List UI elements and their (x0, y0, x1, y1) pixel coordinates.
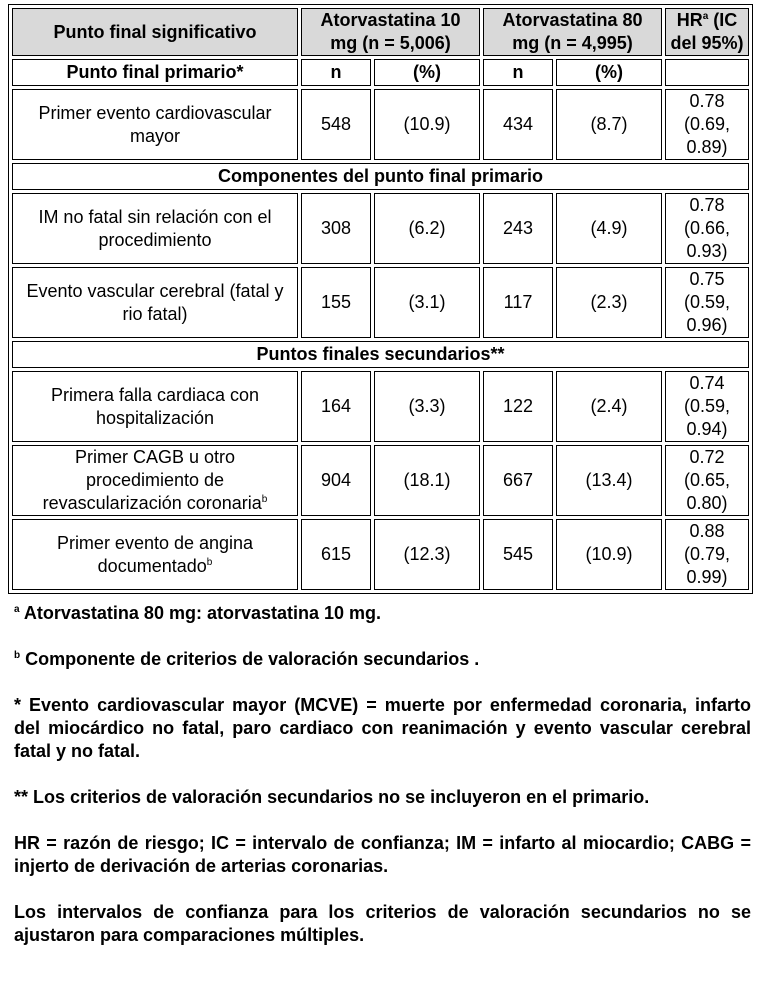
subheader-pct-10: (%) (374, 59, 480, 86)
table-row (12, 445, 749, 516)
section-row-secondary (12, 341, 749, 368)
header-endpoint: Punto final significativo (12, 8, 298, 56)
table-row (12, 371, 749, 442)
row-n-80: 667 (483, 445, 553, 516)
footnote-confidence-intervals: Los intervalos de confianza para los criterios de valoración secundarios no se ajustaron para comparaciones múltiples. (14, 902, 751, 945)
header-row (12, 8, 749, 56)
row-n-10: 308 (301, 193, 371, 264)
header-atorvastatin-80: Atorvastatina 80 mg (n = 4,995) (483, 8, 662, 56)
row-pct-80: (4.9) (556, 193, 662, 264)
row-label: Evento vascular cerebral (fatal y rio fatal) (12, 267, 298, 338)
row-label: Primer evento cardiovascular mayor (12, 89, 298, 160)
row-n-80: 122 (483, 371, 553, 442)
row-hr: 0.88 (0.79, 0.99) (665, 519, 749, 590)
row-n-10: 164 (301, 371, 371, 442)
row-hr: 0.72 (0.65, 0.80) (665, 445, 749, 516)
subheader-n-80: n (483, 59, 553, 86)
footnote-marker: b (206, 556, 213, 568)
subheader-n-10: n (301, 59, 371, 86)
section-title-secondary: Puntos finales secundarios** (12, 341, 749, 368)
row-hr: 0.75 (0.59, 0.96) (665, 267, 749, 338)
row-pct-10: (3.1) (374, 267, 480, 338)
row-n-10: 155 (301, 267, 371, 338)
subheader-pct-80: (%) (556, 59, 662, 86)
footnote-star: * Evento cardiovascular mayor (MCVE) = muerte por enfermedad coronaria, infarto del miocárdico no fatal, paro cardiaco con reanimación y evento vascular cerebral fatal y no fatal. (14, 695, 751, 761)
header-atorvastatin-10: Atorvastatina 10 mg (n = 5,006) (301, 8, 480, 56)
row-pct-80: (8.7) (556, 89, 662, 160)
row-label: Primer CAGB u otro procedimiento de revascularización coronaria$^b$ (12, 445, 298, 516)
row-n-80: 243 (483, 193, 553, 264)
footnote-marker: b (261, 494, 268, 505)
row-label: IM no fatal sin relación con el procedimiento (12, 193, 298, 264)
row-n-80: 545 (483, 519, 553, 590)
section-title-components: Componentes del punto final primario (12, 163, 749, 190)
row-pct-10: (12.3) (374, 519, 480, 590)
row-pct-10: (6.2) (374, 193, 480, 264)
subheader-row (12, 59, 749, 86)
footnote-b: $^b$ Componente de criterios de valoración secundarios . (14, 649, 480, 669)
row-pct-10: (10.9) (374, 89, 480, 160)
header-hr: $HR^a$ (IC del 95%) (665, 8, 749, 56)
section-row-components (12, 163, 749, 190)
row-hr: 0.74 (0.59, 0.94) (665, 371, 749, 442)
footnote-double-star: ** Los criterios de valoración secundarios no se incluyeron en el primario. (14, 787, 650, 807)
row-pct-10: (3.3) (374, 371, 480, 442)
row-pct-80: (2.3) (556, 267, 662, 338)
row-pct-10: (18.1) (374, 445, 480, 516)
row-n-10: 548 (301, 89, 371, 160)
row-n-10: 615 (301, 519, 371, 590)
row-n-80: 117 (483, 267, 553, 338)
row-n-10: 904 (301, 445, 371, 516)
row-label: Primer evento de angina documentado$^b$ (12, 519, 298, 590)
footnote-abbreviations: HR = razón de riesgo; IC = intervalo de confianza; IM = infarto al miocardio; CABG = injerto de derivación de arterias coronarias. (14, 833, 751, 876)
row-pct-80: (13.4) (556, 445, 662, 516)
footnotes (14, 602, 751, 947)
table-row (12, 193, 749, 264)
row-pct-80: (10.9) (556, 519, 662, 590)
footnote-a: $^a$ Atorvastatina 80 mg: atorvastatina 10 mg. (14, 603, 382, 623)
table-row (12, 89, 749, 160)
subheader-hr-empty (665, 59, 749, 86)
results-table (8, 4, 753, 594)
subheader-primary: Punto final primario* (12, 59, 298, 86)
row-pct-80: (2.4) (556, 371, 662, 442)
table-row (12, 519, 749, 590)
row-n-80: 434 (483, 89, 553, 160)
row-label: Primera falla cardiaca con hospitalización (12, 371, 298, 442)
row-hr: 0.78 (0.66, 0.93) (665, 193, 749, 264)
table-row (12, 267, 749, 338)
row-hr: 0.78 (0.69, 0.89) (665, 89, 749, 160)
